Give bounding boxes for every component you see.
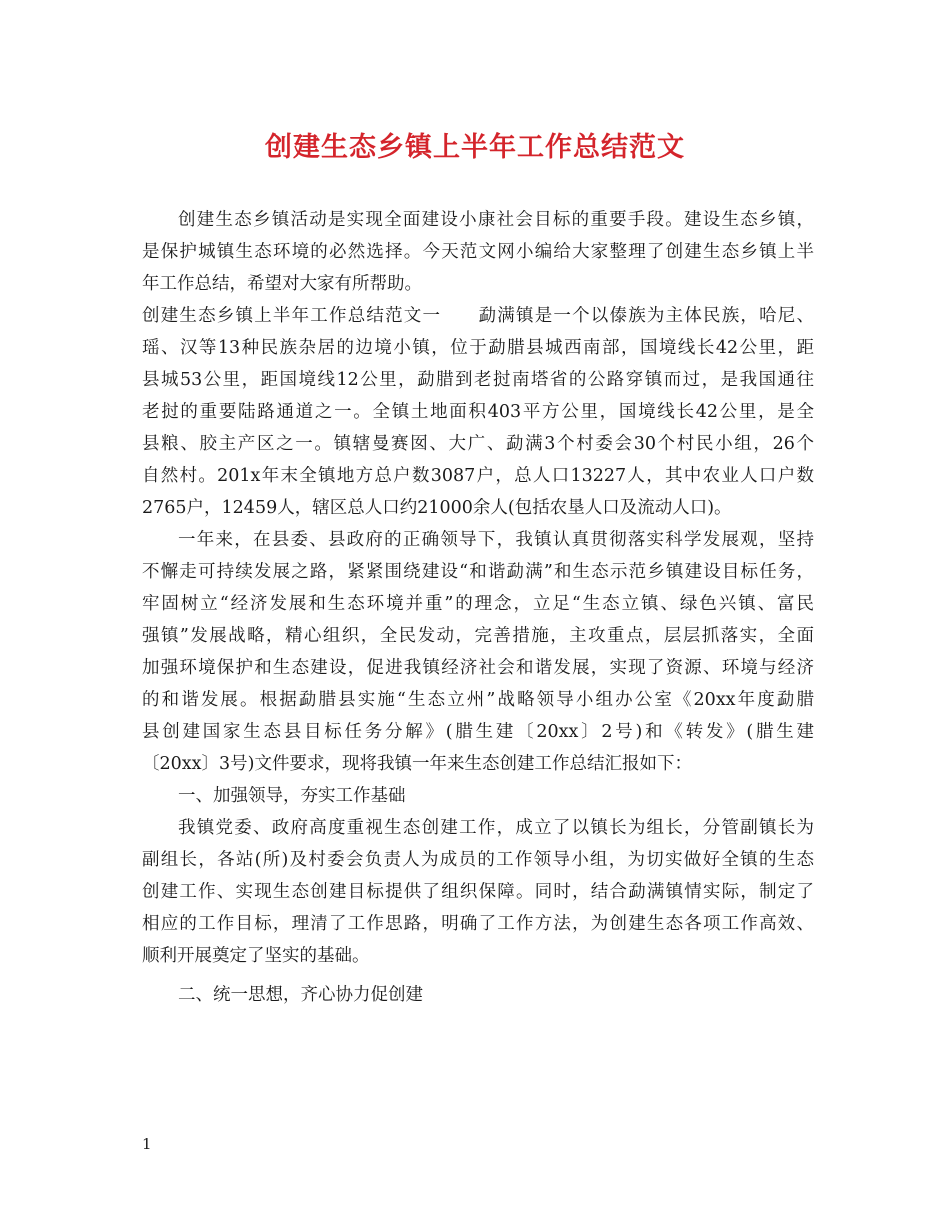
text-line: 不懈走可持续发展之路，紧紧围绕建设“和谐勐满”和生态示范乡镇建设目标任务， xyxy=(142,562,814,582)
text-line: 年工作总结，希望对大家有所帮助。 xyxy=(142,274,422,294)
text-line: 是保护城镇生态环境的必然选择。今天范文网小编给大家整理了创建生态乡镇上半 xyxy=(142,242,814,262)
page-number: 1 xyxy=(142,1135,152,1153)
text-line: 2765户，12459人，辖区总人口约21000余人(包括农垦人口及流动人口)。 xyxy=(142,498,732,518)
text-line: 创建生态乡镇上半年工作总结范文一 勐满镇是一个以傣族为主体民族，哈尼、 xyxy=(142,306,814,326)
text-line: 瑶、汉等13种民族杂居的边境小镇，位于勐腊县城西南部，国境线长42公里，距 xyxy=(142,338,814,358)
document-body xyxy=(142,204,814,1011)
text-line: 的和谐发展。根据勐腊县实施“生态立州”战略领导小组办公室《20xx年度勐腊 xyxy=(142,690,814,710)
text-line: 强镇”发展战略，精心组织，全民发动，完善措施，主攻重点，层层抓落实，全面 xyxy=(142,626,814,646)
section-heading: 一、加强领导，夯实工作基础 xyxy=(178,786,406,806)
text-line: 县创建国家生态县目标任务分解》(腊生建〔20xx〕2号)和《转发》(腊生建 xyxy=(142,722,814,742)
text-line: 〔20xx〕3号)文件要求，现将我镇一年来生态创建工作总结汇报如下： xyxy=(142,754,692,774)
document-title: 创建生态乡镇上半年工作总结范文 xyxy=(265,132,685,163)
text-line: 顺利开展奠定了坚实的基础。 xyxy=(142,946,370,966)
section-heading: 二、统一思想，齐心协力促创建 xyxy=(178,985,423,1005)
text-line: 牢固树立“经济发展和生态环境并重”的理念，立足“生态立镇、绿色兴镇、富民 xyxy=(142,594,814,614)
text-line: 县粮、胶主产区之一。镇辖曼赛囡、大广、勐满3个村委会30个村民小组，26个 xyxy=(142,434,814,454)
text-line: 相应的工作目标，理清了工作思路，明确了工作方法，为创建生态各项工作高效、 xyxy=(142,914,814,934)
text-line: 老挝的重要陆路通道之一。全镇土地面积403平方公里，国境线长42公里，是全 xyxy=(142,402,814,422)
text-line: 创建工作、实现生态创建目标提供了组织保障。同时，结合勐满镇情实际，制定了 xyxy=(142,882,814,902)
text-line: 创建生态乡镇活动是实现全面建设小康社会目标的重要手段。建设生态乡镇， xyxy=(178,210,814,230)
text-line: 加强环境保护和生态建设，促进我镇经济社会和谐发展，实现了资源、环境与经济 xyxy=(142,658,814,678)
text-line: 副组长，各站(所)及村委会负责人为成员的工作领导小组，为切实做好全镇的生态 xyxy=(142,850,814,870)
text-line: 县城53公里，距国境线12公里，勐腊到老挝南塔省的公路穿镇而过，是我国通往 xyxy=(142,370,814,390)
text-line: 一年来，在县委、县政府的正确领导下，我镇认真贯彻落实科学发展观，坚持 xyxy=(178,530,814,550)
text-line: 自然村。201x年末全镇地方总户数3087户，总人口13227人，其中农业人口户数 xyxy=(142,466,814,486)
text-line: 我镇党委、政府高度重视生态创建工作，成立了以镇长为组长，分管副镇长为 xyxy=(178,818,814,838)
